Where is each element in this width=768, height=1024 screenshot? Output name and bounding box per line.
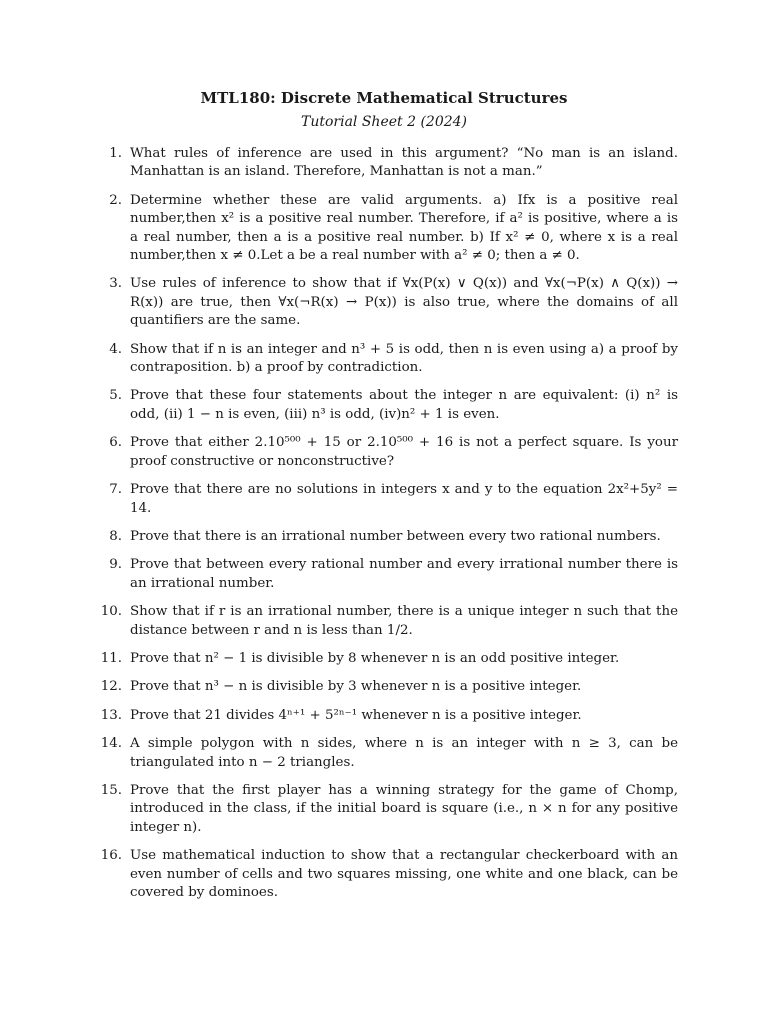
problem-item — [100, 678, 678, 696]
problem-number: 15. — [100, 782, 122, 798]
problem-number: 7. — [109, 482, 122, 498]
problem-item — [100, 434, 678, 471]
problem-number: 9. — [109, 557, 122, 573]
problem-number: 3. — [109, 276, 122, 292]
document-subtitle: Tutorial Sheet 2 (2024) — [300, 114, 468, 130]
problem-text: Prove that n³ − n is divisible by 3 whenever n is a positive integer. — [130, 679, 582, 695]
problem-item — [100, 387, 678, 424]
problem-item — [100, 556, 678, 593]
problem-text: Show that if r is an irrational number, there is a unique integer n such that the distance between r and n is less than 1/2. — [130, 604, 678, 638]
problem-number: 12. — [100, 679, 122, 695]
problem-text: Prove that there is an irrational number between every two rational numbers. — [130, 528, 661, 544]
problem-item — [100, 192, 678, 266]
problem-text: Use mathematical induction to show that a rectangular checkerboard with an even number of cells and two squares missing, one white and one black, can be covered by dominoes. — [130, 848, 678, 900]
problem-text: Prove that 21 divides 4ⁿ⁺¹ + 5²ⁿ⁻¹ whenever n is a positive integer. — [130, 707, 582, 723]
problem-text: Prove that n² − 1 is divisible by 8 whenever n is an odd positive integer. — [130, 650, 620, 666]
problem-number: 8. — [109, 528, 122, 544]
problem-number: 14. — [100, 736, 122, 752]
problem-text: Prove that there are no solutions in integers x and y to the equation 2x²+5y² = 14. — [130, 482, 678, 516]
problem-item — [100, 528, 678, 546]
problem-text: Prove that between every rational number and every irrational number there is an irrational number. — [130, 557, 678, 591]
problem-item — [100, 782, 678, 837]
problem-number: 16. — [100, 848, 122, 864]
problem-number: 4. — [109, 341, 122, 357]
problem-number: 13. — [100, 707, 122, 723]
problem-text: Prove that these four statements about the integer n are equivalent: (i) n² is odd, (ii) 1 − n is even, (iii) n³ is odd, (iv)n² + 1 is even. — [130, 388, 678, 422]
problem-item — [100, 481, 678, 518]
problem-item — [100, 707, 678, 725]
problem-item — [100, 847, 678, 902]
problem-item — [100, 275, 678, 330]
problem-number: 1. — [109, 146, 122, 161]
problem-text: What rules of inference are used in this argument? “No man is an island. Manhattan is an island. Therefore, Manhattan is not a man.” — [130, 146, 678, 180]
problem-list — [100, 145, 678, 912]
document-title: MTL180: Discrete Mathematical Structures — [200, 89, 568, 107]
problem-number: 10. — [100, 604, 122, 620]
problem-text: Show that if n is an integer and n³ + 5 is odd, then n is even using a) a proof by contraposition. b) a proof by contradiction. — [130, 341, 678, 376]
problem-number: 6. — [109, 435, 122, 451]
problem-text: Prove that the first player has a winning strategy for the game of Chomp, introduced in the class, if the initial board is square (i.e., n × n for any positive integer n). — [130, 782, 678, 835]
problem-number: 2. — [109, 192, 122, 208]
problem-item — [100, 735, 678, 772]
problem-text: Use rules of inference to show that if ∀x(P(x) ∨ Q(x)) and ∀x(¬P(x) ∧ Q(x)) → R(x)) are true, then ∀x(¬R(x) → P(x)) is also true, where the domains of all quantifiers are the same. — [130, 276, 678, 329]
problem-item — [100, 341, 678, 378]
problem-item — [100, 650, 678, 668]
problem-item — [100, 603, 678, 640]
problem-text: Determine whether these are valid arguments. a) Ifx is a positive real number,then x² is a positive real number. Therefore, if a² is positive, where a is a real number, then a is a positive real number. b) If x² ≠ 0, where x is a real number,then x ≠ 0.Let a be a real number with a² ≠ 0; then a ≠ 0. — [130, 192, 678, 264]
problem-number: 5. — [109, 388, 122, 404]
problem-item — [100, 145, 678, 182]
problem-text: A simple polygon with n sides, where n is an integer with n ≥ 3, can be triangulated into n − 2 triangles. — [130, 736, 678, 770]
problem-text: Prove that either 2.10⁵⁰⁰ + 15 or 2.10⁵⁰⁰ + 16 is not a perfect square. Is your proof constructive or nonconstructive? — [130, 435, 678, 469]
problem-number: 11. — [100, 650, 122, 666]
